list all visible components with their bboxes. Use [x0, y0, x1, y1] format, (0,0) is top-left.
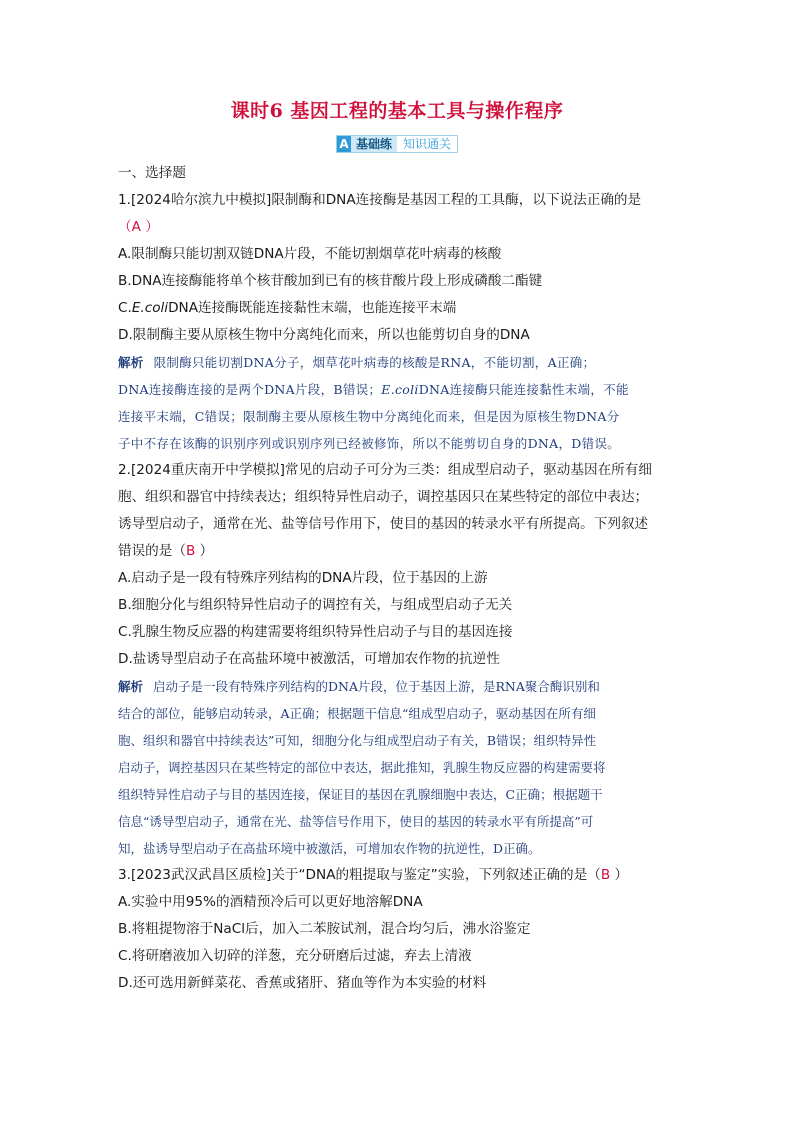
- q3-option-d: D.还可选用新鲜菜花、香蕉或猪肝、猪血等作为本实验的材料: [118, 975, 487, 991]
- q2-option-d: D.盐诱导型启动子在高盐环境中被激活，可增加农作物的抗逆性: [118, 651, 500, 667]
- q1-option-c-italic: E.coli: [131, 300, 169, 316]
- q3-option-c: C.将研磨液加入切碎的洋葱，充分研磨后过滤，弃去上清液: [118, 948, 472, 964]
- q2-explanation-line-2: 结合的部位，能够启动转录，A正确；根据题干信息“组成型启动子，驱动基因在所有细: [118, 706, 596, 721]
- q1-explanation-text-1: 限制酶只能切割DNA分子，烟草花叶病毒的核酸是RNA，不能切割，A正确；: [153, 355, 596, 370]
- q2-stem-2: 胞、组织和器官中持续表达；组织特异性启动子，调控基因只在某些特定的部位中表达；: [118, 489, 649, 505]
- q1-explanation-text-2a: DNA连接酶连接的是两个DNA片段，B错误；: [118, 382, 382, 397]
- q1-stem: 1.[2024哈尔滨九中模拟]限制酶和DNA连接酶是基因工程的工具酶，以下说法正确的是: [118, 192, 642, 208]
- q2-answer-close: ）: [195, 543, 214, 559]
- badge-main-label: 基础练: [351, 136, 397, 152]
- q2-stem-4-text: 错误的是（: [118, 543, 186, 559]
- level-badge-wrap: [0, 133, 794, 153]
- q2-stem-4: [118, 538, 678, 565]
- section-heading: 一、选择题: [118, 165, 186, 181]
- q2-stem-3: 诱导型启动子，通常在光、盐等信号作用下，使目的基因的转录水平有所提高。下列叙述: [118, 516, 649, 532]
- q2-option-b: B.细胞分化与组织特异性启动子的调控有关，与组成型启动子无关: [118, 597, 513, 613]
- q1-explanation-text-2b: DNA连接酶只能连接黏性末端，不能: [418, 382, 629, 397]
- q1-option-c: [118, 295, 678, 322]
- q1-explanation-label: 解析: [118, 355, 144, 370]
- q1-explanation-line-3: 连接平末端，C错误；限制酶主要从原核生物中分离纯化而来，但是因为原核生物DNA分: [118, 409, 620, 424]
- q2-explanation-line-3: 胞、组织和器官中持续表达”可知，细胞分化与组成型启动子有关，B错误；组织特异性: [118, 733, 597, 748]
- q1-explanation-line-2: [118, 376, 678, 403]
- badge-sub-label: 知识通关: [397, 136, 457, 152]
- q1-answer-line: [118, 214, 678, 241]
- q3-stem: [118, 862, 678, 889]
- q1-answer-close: ）: [140, 219, 159, 235]
- q2-stem-1: 2.[2024重庆南开中学模拟]常见的启动子可分为三类：组成型启动子，驱动基因在所有细: [118, 462, 652, 478]
- q1-explanation-line-1: [118, 349, 678, 376]
- q3-option-a: A.实验中用95%的酒精预冷后可以更好地溶解DNA: [118, 894, 423, 910]
- q2-explanation-line-1: [118, 673, 678, 700]
- q1-option-d: D.限制酶主要从原核生物中分离纯化而来，所以也能剪切自身的DNA: [118, 327, 530, 343]
- q1-explanation-line-4: 子中不存在该酶的识别序列或识别序列已经被修饰，所以不能剪切自身的DNA，D错误。: [118, 436, 621, 451]
- q1-explanation-italic: E.coli: [381, 382, 419, 397]
- q2-explanation-line-6: 信息“诱导型启动子，通常在光、盐等信号作用下，使目的基因的转录水平有所提高”可: [118, 814, 594, 829]
- q2-explanation-line-4: 启动子，调控基因只在某些特定的部位中表达，据此推知，乳腺生物反应器的构建需要将: [118, 760, 606, 775]
- q1-option-c-prefix: C.: [118, 300, 132, 316]
- content: [118, 160, 678, 997]
- q2-explanation-line-7: 知，盐诱导型启动子在高盐环境中被激活，可增加农作物的抗逆性，D正确。: [118, 841, 541, 856]
- q3-stem-text: 3.[2023武汉武昌区质检]关于“DNA的粗提取与鉴定”实验，下列叙述正确的是（: [118, 867, 601, 883]
- q1-answer-open: （: [118, 219, 132, 235]
- q2-explanation-line-5: 组织特异性启动子与目的基因连接，保证目的基因在乳腺细胞中表达，C正确；根据题干: [118, 787, 603, 802]
- q3-answer: B: [600, 867, 611, 883]
- q2-explanation-text-1: 启动子是一段有特殊序列结构的DNA片段，位于基因上游，是RNA聚合酶识别和: [153, 679, 600, 694]
- q2-option-c: C.乳腺生物反应器的构建需要将组织特异性启动子与目的基因连接: [118, 624, 513, 640]
- q1-option-a: A.限制酶只能切割双链DNA片段，不能切割烟草花叶病毒的核酸: [118, 246, 502, 262]
- q1-answer: A: [131, 219, 141, 235]
- q3-option-b: B.将粗提物溶于NaCl后，加入二苯胺试剂，混合均匀后，沸水浴鉴定: [118, 921, 531, 937]
- level-badge: [336, 135, 458, 153]
- q2-explanation-label: 解析: [118, 679, 144, 694]
- q2-option-a: A.启动子是一段有特殊序列结构的DNA片段，位于基因的上游: [118, 570, 488, 586]
- badge-letter: A: [337, 136, 351, 152]
- page-title: 课时6 基因工程的基本工具与操作程序: [230, 100, 564, 122]
- q2-answer: B: [185, 543, 196, 559]
- q1-option-b: B.DNA连接酶能将单个核苷酸加到已有的核苷酸片段上形成磷酸二酯键: [118, 273, 543, 289]
- q1-option-c-text: DNA连接酶既能连接黏性末端，也能连接平末端: [168, 300, 457, 316]
- q3-answer-close: ）: [610, 867, 629, 883]
